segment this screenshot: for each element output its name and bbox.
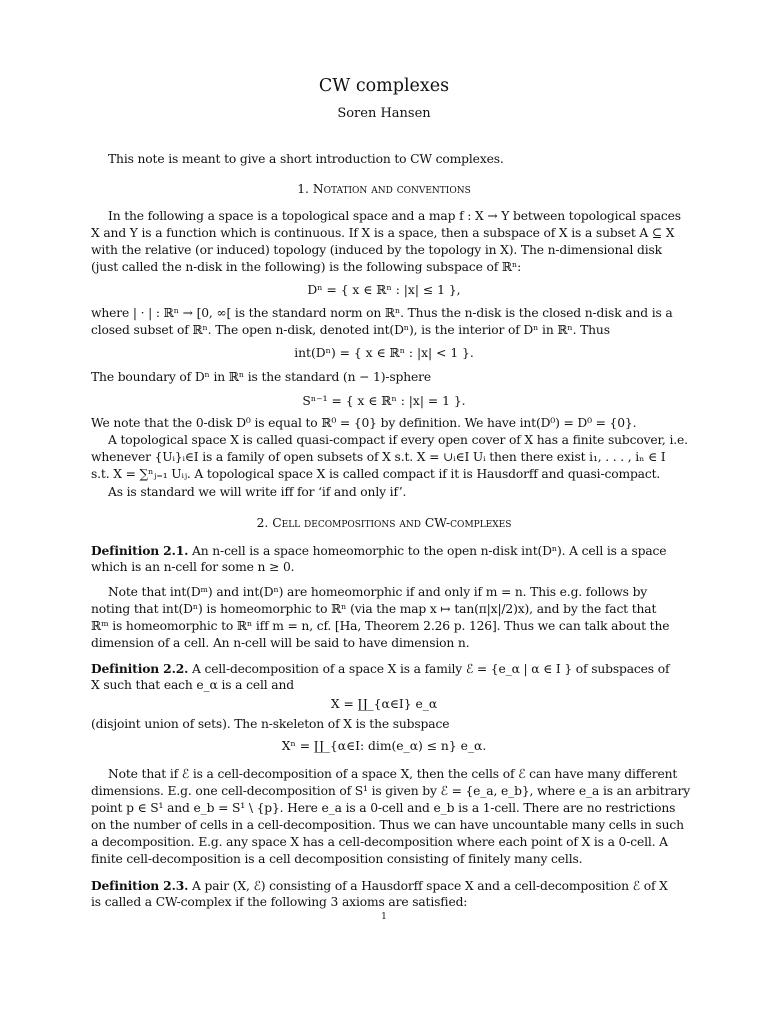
para1-line-2: noting that int(Dⁿ) is homeomorphic to ℝⁿ (via the map x ↦ tan(π|x|/2)x), and by the fact that <box>91 602 657 616</box>
para2-line-6: finite cell-decomposition is a cell decomposition consisting of finitely many cells. <box>91 852 583 866</box>
equation-disjoint-union: X = ∐_{α∈I} e_α <box>330 697 438 711</box>
para2-line-2: dimensions. E.g. one cell-decomposition of S¹ is given by ℰ = {e_a, e_b}, where e_a is an arbitrary <box>91 784 691 798</box>
sec1-line-9: A topological space X is called quasi-compact if every open cover of X has a finite subcover, i.e. <box>108 433 688 447</box>
definition-2-1-line-2: which is an n-cell for some n ≥ 0. <box>91 560 295 574</box>
para1-line-3: ℝᵐ is homeomorphic to ℝⁿ iff m = n, cf. [Ha, Theorem 2.26 p. 126]. Thus we can talk about the <box>91 619 670 633</box>
equation-open-disk: int(Dⁿ) = { x ∈ ℝⁿ : |x| < 1 }. <box>294 346 474 360</box>
sec1-line-10: whenever {Uᵢ}ᵢ∈I is a family of open subsets of X s.t. X = ∪ᵢ∈I Uᵢ then there exist i₁, . . . , iₙ ∈ I <box>91 450 666 464</box>
sec1-line-11: s.t. X = ∑ⁿⱼ₌₁ Uᵢⱼ. A topological space X is called compact if it is Hausdorff and quasi-compact. <box>91 467 661 481</box>
sec1-line-5: where | · | : ℝⁿ → [0, ∞[ is the standard norm on ℝⁿ. Thus the n-disk is the closed n-disk and is a <box>91 306 673 320</box>
definition-2-1-label: Definition 2.1. <box>91 543 189 558</box>
equation-disk: Dⁿ = { x ∈ ℝⁿ : |x| ≤ 1 }, <box>307 283 461 297</box>
para2-line-4: on the number of cells in a cell-decomposition. Thus we can have uncountable many cells in such <box>91 818 684 832</box>
para1-line-4: dimension of a cell. An n-cell will be said to have dimension n. <box>91 636 470 650</box>
sec1-line-8: We note that the 0-disk D⁰ is equal to ℝ⁰ = {0} by definition. We have int(D⁰) = D⁰ = {0}. <box>91 416 637 430</box>
section-2-heading: 2. Cell decompositions and CW-complexes <box>256 516 512 530</box>
sec1-line-12: As is standard we will write iff for ‘if and only if’. <box>108 485 407 499</box>
definition-2-1-line-1 <box>91 543 666 558</box>
definition-2-3-label: Definition 2.3. <box>91 878 189 893</box>
sec1-line-6: closed subset of ℝⁿ. The open n-disk, denoted int(Dⁿ), is the interior of Dⁿ in ℝⁿ. Thus <box>91 323 610 337</box>
definition-2-2-text: A cell-decomposition of a space X is a family ℰ = {e_α | α ∈ I } of subspaces of <box>192 662 670 676</box>
sec1-line-7: The boundary of Dⁿ in ℝⁿ is the standard (n − 1)-sphere <box>91 370 431 384</box>
definition-2-2-line-1 <box>91 661 669 676</box>
definition-2-3-text: A pair (X, ℰ) consisting of a Hausdorff space X and a cell-decomposition ℰ of X <box>192 879 668 893</box>
page-number: 1 <box>381 912 387 922</box>
para2-line-1: Note that if ℰ is a cell-decomposition of a space X, then the cells of ℰ can have many different <box>108 767 678 781</box>
definition-2-2-label: Definition 2.2. <box>91 661 189 676</box>
equation-sphere: Sⁿ⁻¹ = { x ∈ ℝⁿ : |x| = 1 }. <box>302 394 466 408</box>
sec1-line-3: with the relative (or induced) topology (induced by the topology in X). The n-dimensional disk <box>91 243 662 257</box>
equation-skeleton: Xⁿ = ∐_{α∈I: dim(e_α) ≤ n} e_α. <box>281 739 487 753</box>
paper-title: CW complexes <box>318 76 450 96</box>
section-1-heading: 1. Notation and conventions <box>297 182 471 196</box>
para2-line-5: a decomposition. E.g. any space X has a cell-decomposition where each point of X is a 0-cell. A <box>91 835 668 849</box>
para2-line-3: point p ∈ S¹ and e_b = S¹ \ {p}. Here e_a is a 0-cell and e_b is a 1-cell. There are no restrictions <box>91 801 676 815</box>
definition-2-1-text: An n-cell is a space homeomorphic to the open n-disk int(Dⁿ). A cell is a space <box>192 544 667 558</box>
intro-text: This note is meant to give a short introduction to CW complexes. <box>108 152 504 166</box>
sec1-line-1: In the following a space is a topological space and a map f : X → Y between topological spaces <box>108 209 681 223</box>
para1-line-1: Note that int(Dᵐ) and int(Dⁿ) are homeomorphic if and only if m = n. This e.g. follows by <box>108 585 648 599</box>
definition-2-2-line-2: X such that each e_α is a cell and <box>91 678 294 692</box>
sec1-line-2: X and Y is a function which is continuous. If X is a space, then a subspace of X is a subset A ⊆ X <box>91 226 675 240</box>
author-name: Soren Hansen <box>337 106 431 121</box>
definition-2-3-line-2: is called a CW-complex if the following 3 axioms are satisfied: <box>91 895 468 909</box>
definition-2-3-line-1 <box>91 878 668 893</box>
definition-2-2-line-3: (disjoint union of sets). The n-skeleton of X is the subspace <box>91 717 450 731</box>
sec1-line-4: (just called the n-disk in the following) is the following subspace of ℝⁿ: <box>91 260 522 274</box>
